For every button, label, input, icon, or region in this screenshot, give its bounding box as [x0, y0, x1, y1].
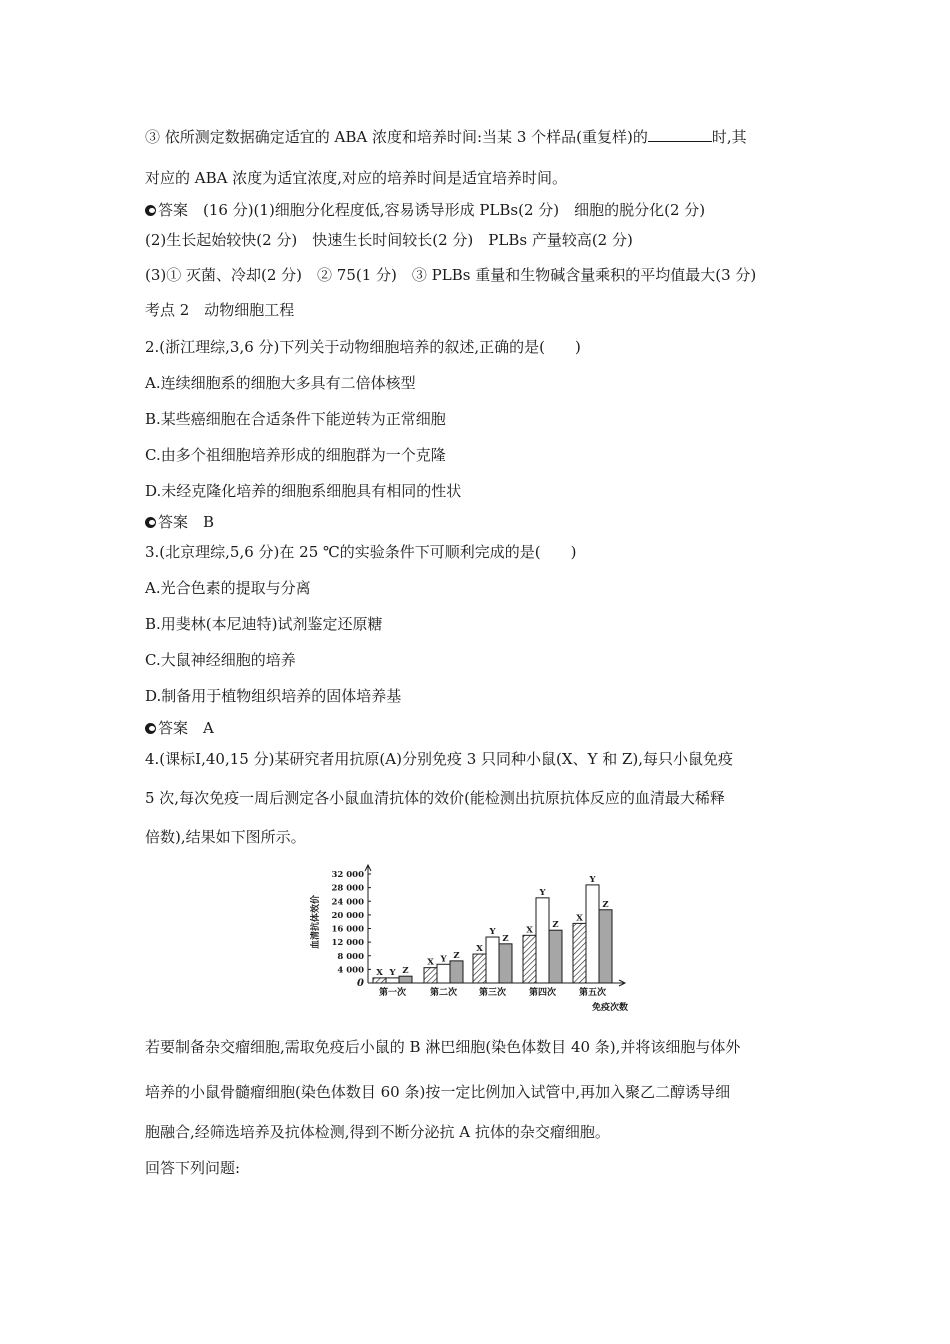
question-stem: 倍数),结果如下图所示。: [145, 828, 306, 846]
question-text-line: [145, 126, 747, 147]
question-stem: 3.(北京理综,5,6 分)在 25 ℃的实验条件下可顺利完成的是( ): [145, 543, 577, 561]
y-axis-title: 血清抗体效价: [311, 894, 321, 950]
antibody-titer-bar-chart: [300, 860, 650, 1020]
y-tick-label: 24 000: [331, 897, 364, 908]
bar-series-label: Y: [589, 874, 596, 885]
answer-text: 答案 A: [158, 719, 214, 737]
bar-x: [424, 968, 437, 983]
x-tick-label: 第二次: [429, 988, 458, 998]
answer-icon: [145, 517, 156, 528]
answer-line: [145, 718, 214, 738]
option-d: D.未经克隆化培养的细胞系细胞具有相同的性状: [145, 482, 462, 500]
y-tick-label: 16 000: [331, 924, 364, 935]
bar-series-label: Y: [389, 967, 396, 978]
bar-y: [437, 964, 450, 983]
bar-y: [386, 978, 399, 983]
bar-x: [573, 923, 586, 983]
paragraph-line: 若要制备杂交瘤细胞,需取免疫后小鼠的 B 淋巴细胞(染色体数目 40 条),并将该细胞与体外: [145, 1038, 741, 1056]
question-stem: 5 次,每次免疫一周后测定各小鼠血清抗体的效价(能检测出抗原抗体反应的血清最大稀释: [145, 789, 725, 807]
bar-series-label: X: [376, 967, 383, 978]
y-tick-label: 4 000: [337, 965, 364, 976]
option-a: A.光合色素的提取与分离: [145, 579, 311, 597]
question-stem: 4.(课标Ⅰ,40,15 分)某研究者用抗原(A)分别免疫 3 只同种小鼠(X、Y 和 Z),每只小鼠免疫: [145, 750, 734, 768]
bar-series-label: X: [526, 925, 533, 936]
bar-series-label: Z: [502, 933, 509, 944]
paragraph-line: 培养的小鼠骨髓瘤细胞(染色体数目 60 条)按一定比例加入试管中,再加入聚乙二醇诱导细: [145, 1083, 731, 1101]
x-tick-label: 第一次: [378, 988, 407, 998]
question-stem: 2.(浙江理综,3,6 分)下列关于动物细胞培养的叙述,正确的是( ): [145, 338, 581, 356]
answer-line: [145, 512, 214, 532]
y-tick-label: 32 000: [331, 870, 364, 880]
bar-x: [523, 935, 536, 983]
x-tick-label: 第五次: [578, 988, 607, 998]
text-segment: ③ 依所测定数据确定适宜的 ABA 浓度和培养时间:当某 3 个样品(重复样)的: [145, 128, 648, 146]
y-tick-label: 28 000: [331, 883, 364, 894]
bar-series-label: X: [476, 944, 483, 955]
paragraph-line: 胞融合,经筛选培养及抗体检测,得到不断分泌抗 A 抗体的杂交瘤细胞。: [145, 1123, 610, 1141]
bar-series-label: Z: [552, 920, 559, 931]
bar-series-label: Y: [440, 954, 447, 965]
bar-series-label: Y: [539, 887, 546, 898]
option-c: C.大鼠神经细胞的培养: [145, 651, 296, 669]
bar-series-label: X: [427, 957, 434, 968]
answer-line: [145, 200, 705, 220]
y-tick-label: 8 000: [337, 951, 364, 962]
paragraph-line: 回答下列问题:: [145, 1159, 241, 1177]
bar-series-label: Z: [602, 899, 609, 910]
bar-x: [473, 954, 486, 983]
bar-x: [373, 978, 386, 983]
bar-z: [499, 944, 512, 983]
x-axis-title: 免疫次数: [591, 1003, 629, 1013]
answer-icon: [145, 723, 156, 734]
answer-blank: [648, 126, 712, 142]
bar-series-label: Y: [489, 927, 496, 938]
answer-text: 答案 B: [158, 513, 215, 531]
bar-z: [549, 930, 562, 983]
option-d: D.制备用于植物组织培养的固体培养基: [145, 687, 402, 705]
bar-z: [399, 976, 412, 983]
y-tick-label: 20 000: [331, 910, 364, 921]
option-b: B.用斐林(本尼迪特)试剂鉴定还原糖: [145, 615, 383, 633]
option-c: C.由多个祖细胞培养形成的细胞群为一个克隆: [145, 446, 446, 464]
bar-series-label: X: [576, 913, 583, 924]
x-tick-label: 第四次: [528, 988, 557, 998]
y-tick-label: 0: [357, 978, 364, 989]
option-a: A.连续细胞系的细胞大多具有二倍体核型: [145, 374, 416, 392]
bar-y: [586, 885, 599, 983]
answer-text: 答案 (16 分)(1)细胞分化程度低,容易诱导形成 PLBs(2 分) 细胞的脱分化(2 分): [158, 201, 706, 219]
question-text-line: 对应的 ABA 浓度为适宜浓度,对应的培养时间是适宜培养时间。: [145, 169, 567, 187]
answer-icon: [145, 205, 156, 216]
answer-line: (2)生长起始较快(2 分) 快速生长时间较长(2 分) PLBs 产量较高(2 分): [145, 231, 633, 249]
text-segment: 时,其: [711, 128, 747, 146]
bar-series-label: Z: [402, 966, 409, 977]
bar-z: [599, 910, 612, 983]
section-heading: 考点 2 动物细胞工程: [145, 301, 295, 319]
x-tick-label: 第三次: [478, 988, 507, 998]
bar-y: [486, 937, 499, 983]
y-tick-label: 12 000: [331, 938, 364, 949]
bar-y: [536, 898, 549, 983]
bar-series-label: Z: [453, 950, 460, 961]
answer-line: (3)① 灭菌、冷却(2 分) ② 75(1 分) ③ PLBs 重量和生物碱含量乘积的平均值最大(3 分): [145, 266, 757, 284]
option-b: B.某些癌细胞在合适条件下能逆转为正常细胞: [145, 410, 446, 428]
bar-z: [450, 961, 463, 983]
